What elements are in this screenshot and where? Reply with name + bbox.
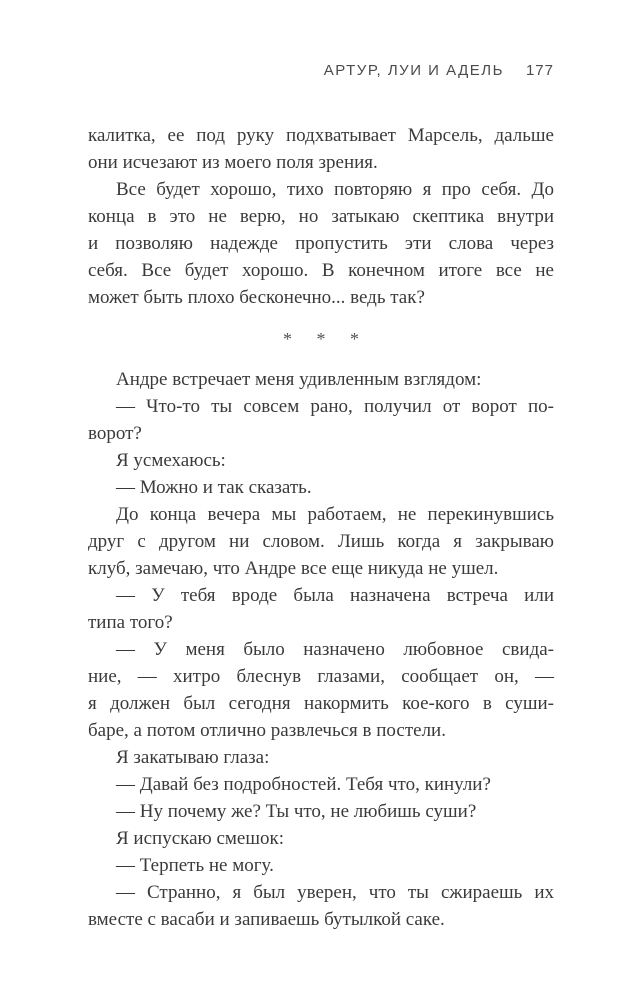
text-line: — Можно и так сказать. — [116, 477, 312, 498]
text-line: До конца вечера мы работаем, не перекинувшись — [116, 504, 554, 525]
paragraph — [88, 474, 554, 501]
text-line: — Что-то ты совсем рано, получил от ворот по- — [116, 396, 554, 417]
paragraph — [88, 501, 554, 582]
paragraph — [88, 122, 554, 176]
text-line: Андре встречает меня удивленным взглядом: — [116, 369, 482, 390]
text-line: калитка, ее под руку подхватывает Марсель, дальше — [88, 125, 554, 146]
text-line: — Давай без подробностей. Тебя что, кинули? — [116, 774, 491, 795]
paragraph — [88, 879, 554, 933]
text-line: — У тебя вроде была назначена встреча или — [116, 585, 554, 606]
paragraph — [88, 366, 554, 393]
text-line: конца в это не верю, но затыкаю скептика внутри — [88, 206, 554, 227]
text-line: — Терпеть не могу. — [116, 855, 274, 876]
text-line: и позволяю надежде пропустить эти слова через — [88, 233, 554, 254]
paragraph — [88, 771, 554, 798]
paragraph — [88, 393, 554, 447]
text-line: Я усмехаюсь: — [116, 450, 226, 471]
text-line: я должен был сегодня накормить кое-кого в суши- — [88, 693, 554, 714]
text-line: Я испускаю смешок: — [116, 828, 284, 849]
paragraph — [88, 447, 554, 474]
text-line: себя. Все будет хорошо. В конечном итоге все не — [88, 260, 554, 281]
text-line: типа того? — [88, 612, 173, 633]
text-line: ворот? — [88, 423, 142, 444]
text-line: они исчезают из моего поля зрения. — [88, 152, 378, 173]
text-line: вместе с васаби и запиваешь бутылкой саке. — [88, 909, 445, 930]
paragraph — [88, 176, 554, 311]
text-line: может быть плохо бесконечно... ведь так? — [88, 287, 425, 308]
text-line: клуб, замечаю, что Андре все еще никуда не ушел. — [88, 558, 499, 579]
text-line: — У меня было назначено любовное свида- — [116, 639, 554, 660]
text-line: баре, а потом отлично развлечься в постели. — [88, 720, 446, 741]
paragraph — [88, 825, 554, 852]
running-title: АРТУР, ЛУИ И АДЕЛЬ — [323, 62, 504, 79]
paragraph — [88, 582, 554, 636]
text-line: Все будет хорошо, тихо повторяю я про себя. До — [116, 179, 554, 200]
paragraph — [88, 798, 554, 825]
running-header — [88, 62, 554, 79]
paragraph — [88, 744, 554, 771]
section-separator: * * * — [283, 329, 369, 349]
text-line: — Странно, я был уверен, что ты сжираешь их — [116, 882, 554, 903]
text-line: Я закатываю глаза: — [116, 747, 270, 768]
page-number: 177 — [525, 62, 554, 79]
body-text — [88, 122, 554, 933]
text-line: ние, — хитро блеснув глазами, сообщает он, — — [88, 666, 554, 687]
text-line: — Ну почему же? Ты что, не любишь суши? — [116, 801, 477, 822]
paragraph — [88, 852, 554, 879]
paragraph — [88, 636, 554, 744]
text-line: друг с другом ни словом. Лишь когда я закрываю — [88, 531, 554, 552]
